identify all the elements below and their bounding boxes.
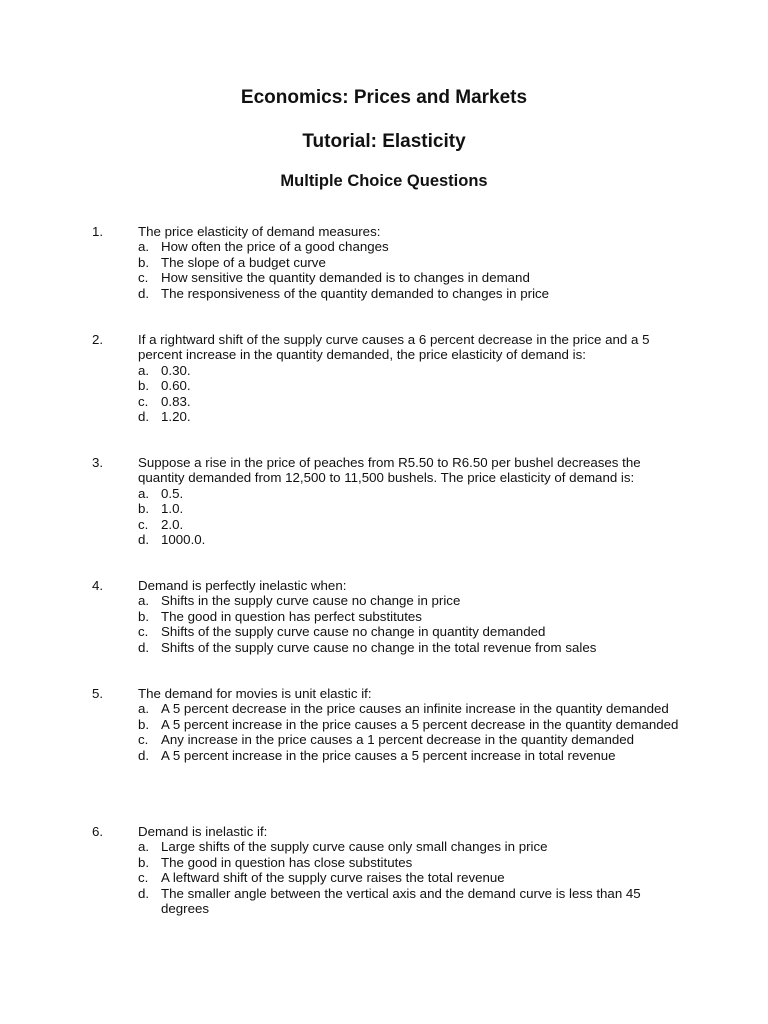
option-letter: d.	[138, 409, 150, 425]
option-text: How sensitive the quantity demanded is to changes in demand	[161, 270, 530, 286]
option-list	[138, 363, 688, 425]
option-a	[138, 486, 688, 501]
question-stem: The demand for movies is unit elastic if:	[138, 686, 372, 701]
option-letter: a.	[138, 239, 150, 255]
option-text: 2.0.	[161, 516, 184, 532]
option-letter: d.	[138, 639, 150, 655]
option-text: The slope of a budget curve	[161, 254, 326, 270]
option-letter: c.	[138, 624, 149, 640]
option-letter: c.	[138, 516, 149, 532]
option-d	[138, 409, 688, 424]
option-c	[138, 732, 688, 747]
option-text: 0.5.	[161, 485, 184, 501]
option-text: 0.83.	[161, 393, 191, 409]
option-letter: c.	[138, 270, 149, 286]
option-list	[138, 593, 688, 655]
question-stem: Suppose a rise in the price of peaches from R5.50 to R6.50 per bushel decreases the quantity demanded from 12,500 to 11,500 bushels. The price elasticity of demand is:	[138, 455, 641, 486]
option-text: 1.0.	[161, 501, 184, 517]
option-letter: a.	[138, 839, 150, 855]
option-a	[138, 239, 688, 254]
option-letter: b.	[138, 608, 150, 624]
option-letter: a.	[138, 362, 150, 378]
option-c	[138, 394, 688, 409]
option-list	[138, 486, 688, 548]
question-number: 6.	[92, 824, 104, 839]
option-d	[138, 640, 688, 655]
question-number: 4.	[92, 578, 104, 593]
option-text: 1.20.	[161, 409, 191, 425]
option-text: A 5 percent increase in the price causes a 5 percent increase in total revenue	[161, 747, 616, 763]
option-text: The good in question has close substitutes	[161, 854, 413, 870]
option-d	[138, 886, 688, 917]
option-text: 1000.0.	[161, 532, 206, 548]
question-stem: Demand is inelastic if:	[138, 824, 268, 839]
option-letter: b.	[138, 501, 150, 517]
option-letter: a.	[138, 701, 150, 717]
option-letter: b.	[138, 716, 150, 732]
option-text: 0.60.	[161, 378, 191, 394]
option-text: A leftward shift of the supply curve raises the total revenue	[161, 870, 505, 886]
question-stem: The price elasticity of demand measures:	[138, 224, 381, 239]
option-letter: b.	[138, 378, 150, 394]
option-a	[138, 839, 688, 854]
option-a	[138, 363, 688, 378]
option-letter: c.	[138, 393, 149, 409]
option-letter: d.	[138, 885, 150, 901]
question-stem: Demand is perfectly inelastic when:	[138, 578, 347, 593]
option-c	[138, 517, 688, 532]
option-text: Shifts of the supply curve cause no change in the total revenue from sales	[161, 639, 597, 655]
option-text: The good in question has perfect substitutes	[161, 608, 422, 624]
option-c	[138, 624, 688, 639]
option-d	[138, 748, 688, 763]
option-list	[138, 839, 688, 916]
question-number: 1.	[92, 224, 104, 239]
option-text: A 5 percent increase in the price causes a 5 percent decrease in the quantity demanded	[161, 716, 679, 732]
option-text: 0.30.	[161, 362, 191, 378]
option-b	[138, 501, 688, 516]
question-number: 3.	[92, 455, 104, 470]
option-letter: d.	[138, 747, 150, 763]
option-c	[138, 870, 688, 885]
option-list	[138, 701, 688, 763]
option-b	[138, 717, 688, 732]
option-b	[138, 855, 688, 870]
option-b	[138, 378, 688, 393]
question-stem: If a rightward shift of the supply curve causes a 6 percent decrease in the price and a 5 percent increase in the quantity demanded, the price elasticity of demand is:	[138, 332, 650, 363]
option-letter: a.	[138, 485, 150, 501]
question-number: 2.	[92, 332, 104, 347]
option-list	[138, 239, 688, 301]
option-letter: d.	[138, 532, 150, 548]
option-letter: d.	[138, 285, 150, 301]
option-letter: a.	[138, 593, 150, 609]
option-d	[138, 286, 688, 301]
option-text: Any increase in the price causes a 1 percent decrease in the quantity demanded	[161, 732, 635, 748]
option-text: The responsiveness of the quantity demanded to changes in price	[161, 285, 550, 301]
option-text: Large shifts of the supply curve cause only small changes in price	[161, 839, 548, 855]
document-title: Economics: Prices and Markets	[240, 87, 528, 108]
option-d	[138, 532, 688, 547]
question-number: 5.	[92, 686, 104, 701]
option-letter: c.	[138, 732, 149, 748]
option-text: Shifts in the supply curve cause no change in price	[161, 593, 461, 609]
option-text: How often the price of a good changes	[161, 239, 389, 255]
option-b	[138, 609, 688, 624]
section-heading: Multiple Choice Questions	[280, 172, 488, 190]
option-text: A 5 percent decrease in the price causes an infinite increase in the quantity demanded	[161, 701, 669, 717]
option-a	[138, 701, 688, 716]
option-text: The smaller angle between the vertical axis and the demand curve is less than 45 degrees	[161, 885, 641, 917]
option-a	[138, 593, 688, 608]
option-letter: c.	[138, 870, 149, 886]
option-letter: b.	[138, 254, 150, 270]
option-letter: b.	[138, 854, 150, 870]
option-c	[138, 270, 688, 285]
option-b	[138, 255, 688, 270]
tutorial-title: Tutorial: Elasticity	[302, 131, 466, 152]
option-text: Shifts of the supply curve cause no change in quantity demanded	[161, 624, 546, 640]
